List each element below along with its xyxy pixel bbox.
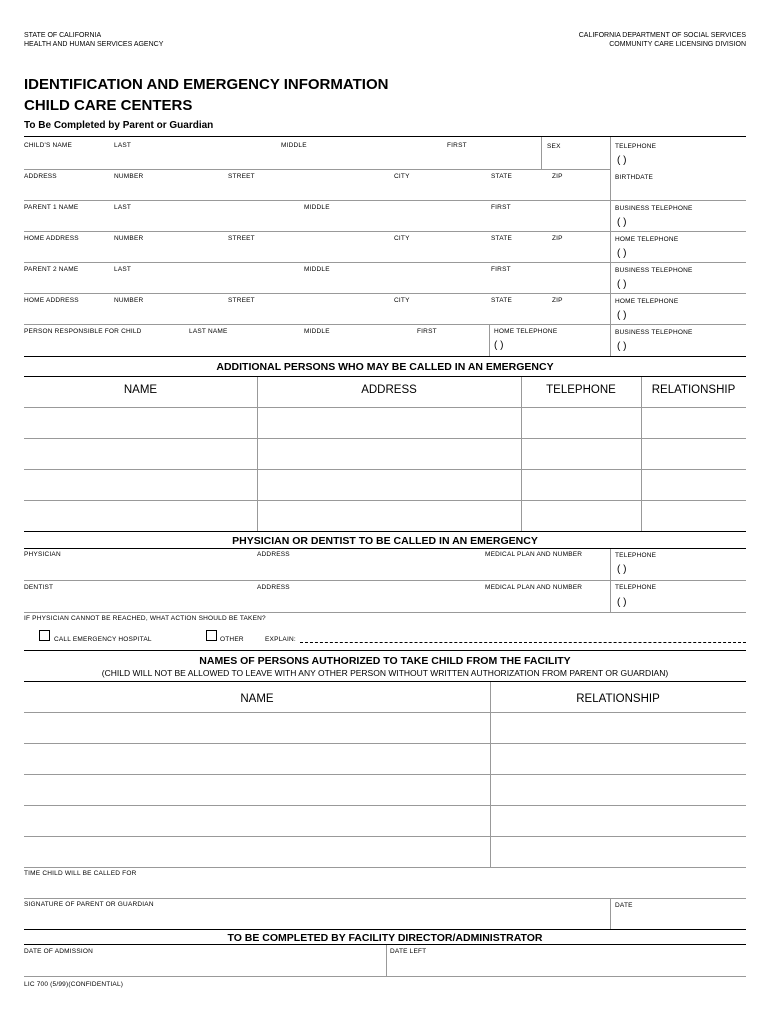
child-zip-label: ZIP xyxy=(552,173,563,180)
responsible-middle-label: MIDDLE xyxy=(304,328,330,335)
divider xyxy=(641,377,642,531)
childs-name-label: CHILD'S NAME xyxy=(24,142,73,149)
time-called-label: TIME CHILD WILL BE CALLED FOR xyxy=(24,870,137,877)
parent2-zip-label: ZIP xyxy=(552,297,563,304)
parent1-state-label: STATE xyxy=(491,235,512,242)
rule xyxy=(24,929,746,930)
call-hospital-checkbox[interactable] xyxy=(39,630,50,641)
rule xyxy=(24,612,746,613)
rule xyxy=(24,293,610,294)
rule xyxy=(24,200,746,201)
dentist-medical-plan-label: MEDICAL PLAN AND NUMBER xyxy=(485,584,583,591)
rule xyxy=(24,976,746,977)
date-left-label: DATE LEFT xyxy=(390,948,427,955)
rule xyxy=(24,231,610,232)
form-title-line1: IDENTIFICATION AND EMERGENCY INFORMATION xyxy=(24,76,389,93)
parent1-home-telephone-label: HOME TELEPHONE xyxy=(615,236,679,243)
parent1-name-label: PARENT 1 NAME xyxy=(24,204,79,211)
department-header xyxy=(579,32,746,49)
responsible-business-telephone-label: BUSINESS TELEPHONE xyxy=(615,329,693,336)
department-label: CALIFORNIA DEPARTMENT OF SOCIAL SERVICES xyxy=(578,32,746,39)
date-admission-label: DATE OF ADMISSION xyxy=(24,948,94,955)
rule xyxy=(24,944,746,945)
rule xyxy=(24,898,746,899)
dentist-telephone-label: TELEPHONE xyxy=(615,584,657,591)
parent2-home-telephone-label: HOME TELEPHONE xyxy=(615,298,679,305)
table-row[interactable] xyxy=(24,743,746,744)
parent1-middle-label: MIDDLE xyxy=(304,204,330,211)
form-title-line2: CHILD CARE CENTERS xyxy=(24,97,193,114)
responsible-home-telephone-field[interactable]: ( ) xyxy=(494,340,504,351)
physician-telephone-label: TELEPHONE xyxy=(615,552,657,559)
table-row[interactable] xyxy=(24,438,746,439)
divider xyxy=(521,377,522,531)
child-last-label: LAST xyxy=(114,142,132,149)
responsible-last-name-label: LAST NAME xyxy=(189,328,228,335)
child-first-label: FIRST xyxy=(447,142,467,149)
call-hospital-label: CALL EMERGENCY HOSPITAL xyxy=(54,636,152,643)
parent1-last-label: LAST xyxy=(114,204,132,211)
rule xyxy=(610,293,746,294)
parent2-city-label: CITY xyxy=(394,297,410,304)
authorized-relationship-header: RELATIONSHIP xyxy=(576,693,660,705)
parent2-last-label: LAST xyxy=(114,266,132,273)
table-row[interactable] xyxy=(24,774,746,775)
emergency-section-title: ADDITIONAL PERSONS WHO MAY BE CALLED IN AN EMERGENCY xyxy=(216,361,554,373)
agency-label: HEALTH AND HUMAN SERVICES AGENCY xyxy=(24,40,164,48)
table-row[interactable] xyxy=(24,805,746,806)
responsible-label: PERSON RESPONSIBLE FOR CHILD xyxy=(24,328,142,335)
rule xyxy=(24,681,746,682)
date-label: DATE xyxy=(615,902,633,909)
director-section-title: TO BE COMPLETED BY FACILITY DIRECTOR/ADMINISTRATOR xyxy=(227,932,543,944)
authorized-note: (CHILD WILL NOT BE ALLOWED TO LEAVE WITH ANY OTHER PERSON WITHOUT WRITTEN AUTHORIZATION FROM PARENT OR GUARDIAN) xyxy=(101,668,669,678)
rule xyxy=(24,356,746,357)
parent2-home-address-label: HOME ADDRESS xyxy=(24,297,79,304)
child-city-label: CITY xyxy=(394,173,410,180)
dentist-address-label: ADDRESS xyxy=(257,584,290,591)
authorized-section-title: NAMES OF PERSONS AUTHORIZED TO TAKE CHILD FROM THE FACILITY xyxy=(199,655,571,667)
form-subtitle: To Be Completed by Parent or Guardian xyxy=(24,120,214,131)
physician-medical-plan-label: MEDICAL PLAN AND NUMBER xyxy=(485,551,583,558)
child-birthdate-label: BIRTHDATE xyxy=(615,174,654,181)
rule xyxy=(24,324,746,325)
parent1-number-label: NUMBER xyxy=(114,235,144,242)
parent1-business-telephone-label: BUSINESS TELEPHONE xyxy=(615,205,693,212)
physician-label: PHYSICIAN xyxy=(24,551,61,558)
explain-label: EXPLAIN: xyxy=(265,636,296,643)
rule xyxy=(610,231,746,232)
responsible-first-label: FIRST xyxy=(417,328,437,335)
divider xyxy=(541,137,542,169)
parent1-city-label: CITY xyxy=(394,235,410,242)
authorized-name-header: NAME xyxy=(240,693,274,705)
child-sex-label: SEX xyxy=(547,143,561,150)
parent1-home-telephone-field[interactable]: ( ) xyxy=(617,248,627,259)
parent1-street-label: STREET xyxy=(228,235,255,242)
child-middle-label: MIDDLE xyxy=(281,142,307,149)
emergency-address-header: ADDRESS xyxy=(361,384,417,396)
agency-header xyxy=(24,32,163,49)
rule xyxy=(24,650,746,651)
rule xyxy=(24,262,746,263)
emergency-name-header: NAME xyxy=(123,384,158,396)
emergency-relationship-header: RELATIONSHIP xyxy=(651,384,736,396)
emergency-telephone-header: TELEPHONE xyxy=(546,384,616,396)
rule xyxy=(24,136,746,137)
child-telephone-field[interactable]: ( ) xyxy=(617,155,627,166)
parent2-home-telephone-field[interactable]: ( ) xyxy=(617,310,627,321)
parent2-number-label: NUMBER xyxy=(114,297,144,304)
state-label: STATE OF CALIFORNIA xyxy=(24,32,102,39)
responsible-home-telephone-label: HOME TELEPHONE xyxy=(494,328,558,335)
rule xyxy=(24,548,746,549)
parent2-middle-label: MIDDLE xyxy=(304,266,330,273)
divider xyxy=(257,377,258,531)
divider xyxy=(610,549,611,613)
other-label: OTHER xyxy=(220,636,244,643)
table-row[interactable] xyxy=(24,407,746,408)
divider xyxy=(489,325,490,356)
child-state-label: STATE xyxy=(491,173,512,180)
form-title xyxy=(24,74,388,116)
child-telephone-label: TELEPHONE xyxy=(615,143,657,150)
other-checkbox[interactable] xyxy=(206,630,217,641)
child-address-label: ADDRESS xyxy=(24,173,57,180)
rule xyxy=(24,867,746,868)
divider xyxy=(490,682,491,868)
child-number-label: NUMBER xyxy=(114,173,144,180)
rule xyxy=(24,376,746,377)
signature-label: SIGNATURE OF PARENT OR GUARDIAN xyxy=(24,901,154,908)
table-row[interactable] xyxy=(24,836,746,837)
rule xyxy=(24,531,746,532)
divider xyxy=(386,945,387,976)
table-row[interactable] xyxy=(24,712,746,713)
parent2-first-label: FIRST xyxy=(491,266,511,273)
form-id: LIC 700 (5/99)(CONFIDENTIAL) xyxy=(24,981,124,988)
parent2-name-label: PARENT 2 NAME xyxy=(24,266,79,273)
division-label: COMMUNITY CARE LICENSING DIVISION xyxy=(609,40,746,48)
rule xyxy=(24,580,746,581)
responsible-business-telephone-field[interactable]: ( ) xyxy=(617,341,627,352)
physician-unreachable-question: IF PHYSICIAN CANNOT BE REACHED, WHAT ACTION SHOULD BE TAKEN? xyxy=(24,615,266,622)
child-street-label: STREET xyxy=(228,173,255,180)
parent2-street-label: STREET xyxy=(228,297,255,304)
parent1-home-address-label: HOME ADDRESS xyxy=(24,235,79,242)
parent1-first-label: FIRST xyxy=(491,204,511,211)
parent1-zip-label: ZIP xyxy=(552,235,563,242)
physician-address-label: ADDRESS xyxy=(257,551,290,558)
divider xyxy=(610,899,611,929)
table-row[interactable] xyxy=(24,469,746,470)
dentist-label: DENTIST xyxy=(24,584,54,591)
parent2-business-telephone-field[interactable]: ( ) xyxy=(617,279,627,290)
parent2-business-telephone-label: BUSINESS TELEPHONE xyxy=(615,267,693,274)
physician-telephone-field[interactable]: ( ) xyxy=(617,564,627,575)
physician-section-title: PHYSICIAN OR DENTIST TO BE CALLED IN AN EMERGENCY xyxy=(232,535,538,547)
rule xyxy=(24,169,610,170)
parent1-business-telephone-field[interactable]: ( ) xyxy=(617,217,627,228)
table-row[interactable] xyxy=(24,500,746,501)
dentist-telephone-field[interactable]: ( ) xyxy=(617,597,627,608)
parent2-state-label: STATE xyxy=(491,297,512,304)
explain-field[interactable] xyxy=(300,642,746,643)
